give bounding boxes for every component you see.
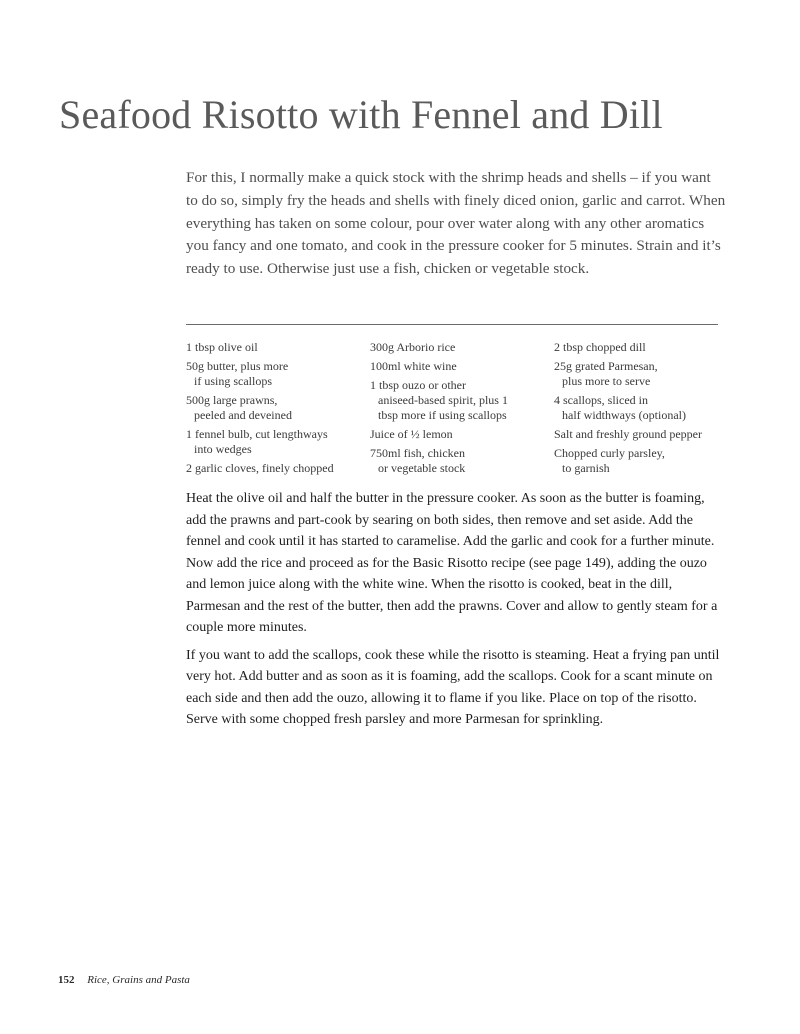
ingredients-column-3 [554,340,744,480]
ingredient-item [186,340,366,355]
ingredient-item [186,461,366,476]
page-number: 152 [58,974,75,986]
ingredients-column-1 [186,340,366,480]
ingredient-item [554,446,744,476]
ingredient-item [186,427,366,457]
recipe-title: Seafood Risotto with Fennel and Dill [59,92,663,137]
section-name: Rice, Grains and Pasta [87,974,190,986]
ingredient-line: 100ml white wine [370,359,457,373]
ingredient-line-continued: if using scallops [194,374,272,388]
method-section [186,488,726,737]
ingredient-item [370,446,550,476]
ingredient-line: 25g grated Parmesan, [554,359,658,373]
ingredient-line: 1 fennel bulb, cut lengthways [186,427,328,441]
ingredient-item [370,427,550,442]
ingredient-item [186,359,366,389]
method-paragraph: Heat the olive oil and half the butter in the pressure cooker. As soon as the butter is foaming, add the prawns and part-cook by searing on both sides, then remove and set aside. Add the fennel and cook until it has started to caramelise. Add the garlic and cook for a further minute. Now add the rice and proceed as for the Basic Risotto recipe (see page 149), adding the ouzo and lemon juice along with the white wine. When the risotto is cooked, beat in the dill, Parmesan and the rest of the butter, then add the prawns. Cover and allow to gently steam for a couple more minutes. [186,491,718,635]
divider-rule [186,324,718,325]
ingredient-line: 300g Arborio rice [370,340,456,354]
ingredient-line-continued: into wedges [194,442,252,456]
ingredient-line: 2 garlic cloves, finely chopped [186,461,334,475]
ingredient-item [370,340,550,355]
recipe-intro: For this, I normally make a quick stock with the shrimp heads and shells – if you want to do so, simply fry the heads and shells with finely diced onion, garlic and carrot. When everything has taken on some colour, pour over water along with any other aromatics you fancy and one tomato, and cook in the pressure cooker for 5 minutes. Strain and it’s ready to use. Otherwise just use a fish, chicken or vegetable stock. [186,169,726,278]
ingredient-line: 500g large prawns, [186,393,278,407]
ingredient-item [554,393,744,423]
ingredient-line: Juice of ½ lemon [370,427,453,441]
ingredient-item [554,359,744,389]
ingredient-line-continued: half widthways (optional) [562,408,686,422]
ingredient-item [370,378,550,423]
ingredient-line-continued: or vegetable stock [378,461,466,475]
ingredient-line: Chopped curly parsley, [554,446,665,460]
ingredient-line-continued: peeled and deveined [194,408,292,422]
ingredient-line: 1 tbsp olive oil [186,340,258,354]
ingredient-line-continued: aniseed-based spirit, plus 1 [378,393,508,407]
page-footer [58,973,190,987]
ingredient-item [554,427,744,442]
ingredient-line: 4 scallops, sliced in [554,393,648,407]
ingredient-line: 1 tbsp ouzo or other [370,378,466,392]
ingredient-line-continued: to garnish [562,461,610,475]
ingredient-item [186,393,366,423]
ingredient-item [370,359,550,374]
ingredient-line: Salt and freshly ground pepper [554,427,702,441]
ingredient-item [554,340,744,355]
ingredient-line: 50g butter, plus more [186,359,289,373]
ingredients-column-2 [370,340,550,480]
ingredient-line-continued: plus more to serve [562,374,651,388]
method-paragraph: If you want to add the scallops, cook these while the risotto is steaming. Heat a frying pan until very hot. Add butter and as soon as it is foaming, add the scallops. Cook for a scant minute on each side and then add the ouzo, allowing it to flame if you like. Place on top of the risotto. Serve with some chopped fresh parsley and more Parmesan for sprinkling. [186,647,720,727]
ingredient-line-continued: tbsp more if using scallops [378,408,507,422]
ingredient-line: 750ml fish, chicken [370,446,465,460]
ingredient-line: 2 tbsp chopped dill [554,340,646,354]
